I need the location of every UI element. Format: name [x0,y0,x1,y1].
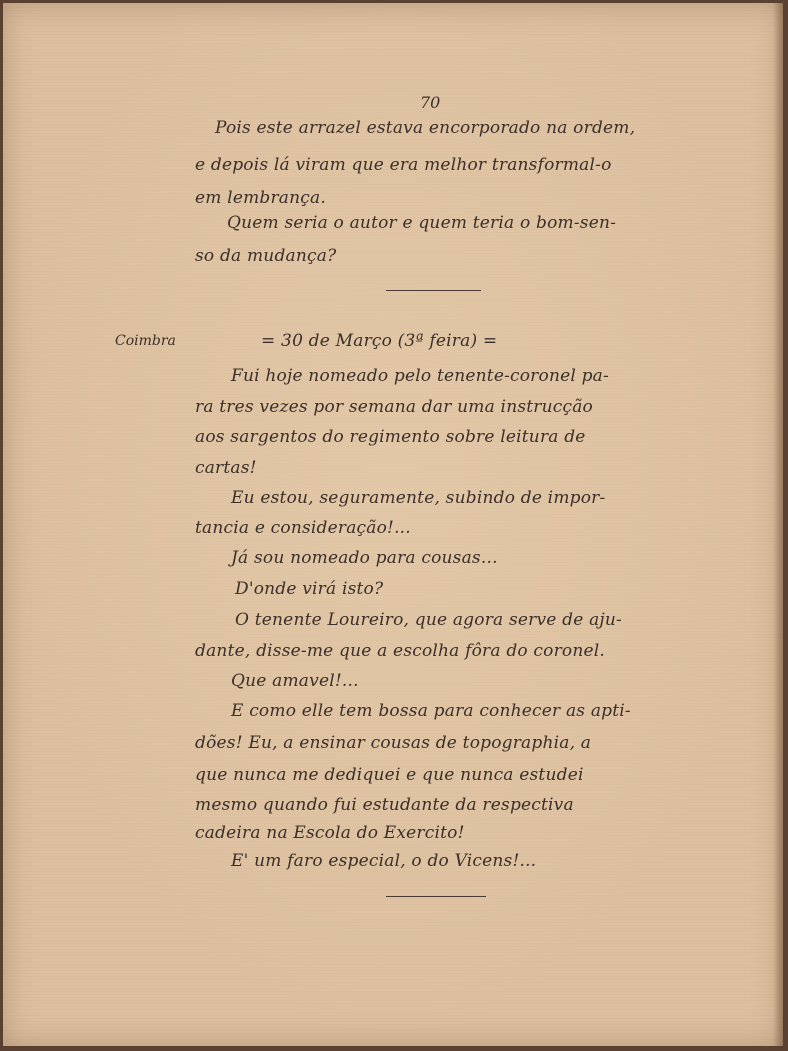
entry-two-line-1: Fui hoje nomeado pelo tenente-coronel pa- [231,366,609,386]
entry-two-line-4: cartas! [195,458,257,478]
entry-two-line-15: mesmo quando fui estudante da respectiva [195,795,574,815]
entry-one-line-3: em lembrança. [195,188,326,208]
entry-two-line-17: E' um faro especial, o do Vicens!... [231,851,537,871]
entry-two-line-12: E como elle tem bossa para conhecer as apti- [231,701,631,721]
entry-one-line-1: Pois este arrazel estava encorporado na ordem, [215,118,636,138]
entry-two-line-14: que nunca me dediquei e que nunca estudei [195,765,584,785]
entry-two-line-3: aos sargentos do regimento sobre leitura de [195,427,586,447]
section-divider-top [386,290,481,291]
entry-one-line-5: so da mudança? [195,246,337,266]
entry-two-line-16: cadeira na Escola do Exercito! [195,823,465,843]
entry-one-line-4: Quem seria o autor e quem teria o bom-sen- [227,213,617,233]
entry-two-line-9: O tenente Loureiro, que agora serve de aju- [235,610,622,630]
entry-two-line-8: D'onde virá isto? [235,579,384,599]
manuscript-page [3,3,783,1046]
entry-date-heading: = 30 de Março (3ª feira) = [261,331,498,351]
entry-two-line-13: dões! Eu, a ensinar cousas de topographia, a [195,733,592,753]
page-number: 70 [420,93,441,112]
page-edge-shadow [773,3,783,1046]
entry-two-line-5: Eu estou, seguramente, subindo de impor- [231,488,606,508]
entry-two-line-11: Que amavel!... [231,671,359,691]
location-margin-note: Coimbra [115,333,176,349]
entry-two-line-7: Já sou nomeado para cousas... [231,548,498,568]
entry-two-line-10: dante, disse-me que a escolha fôra do coronel. [195,641,606,661]
entry-one-line-2: e depois lá viram que era melhor transformal-o [195,155,612,175]
entry-two-line-6: tancia e consideração!... [195,518,411,538]
section-divider-bottom [386,896,486,897]
entry-two-line-2: ra tres vezes por semana dar uma instrucção [195,397,593,417]
